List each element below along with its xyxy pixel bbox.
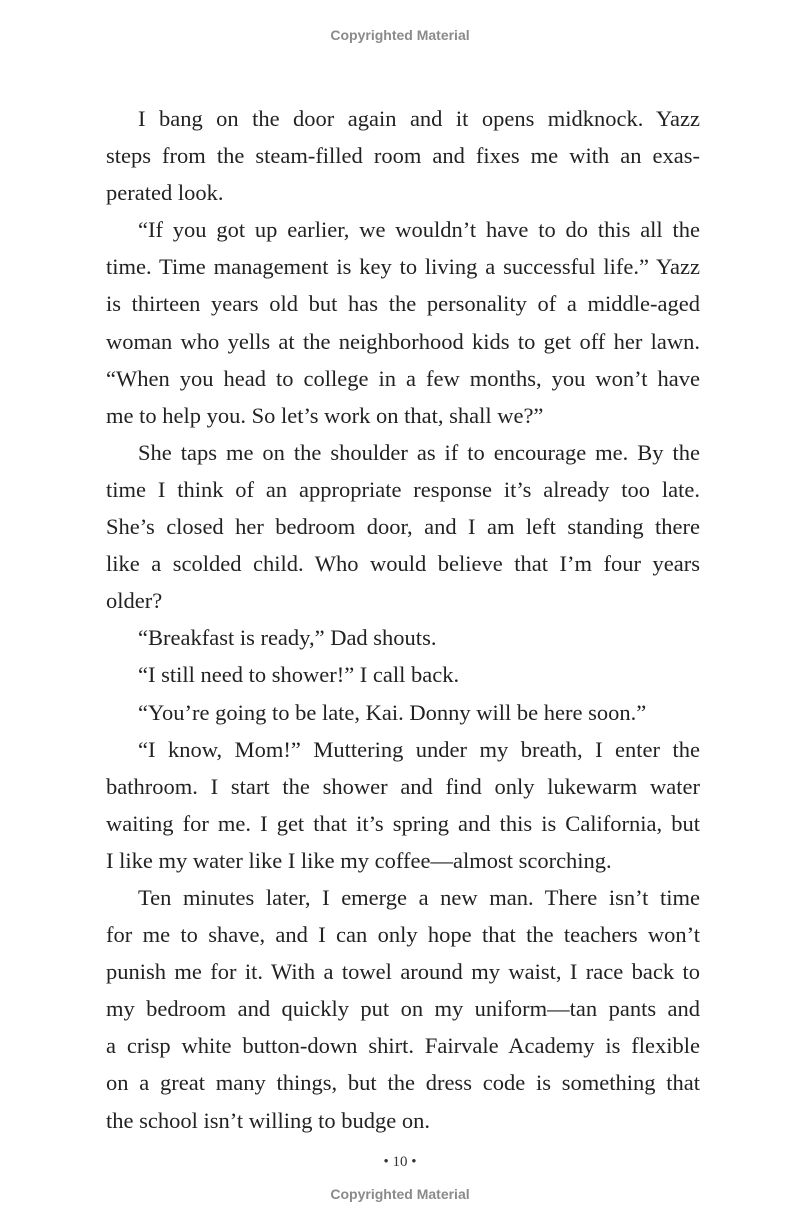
text-line: is thirteen years old but has the personality of a middle-aged bbox=[106, 291, 700, 317]
text-line: Ten minutes later, I emerge a new man. There isn’t time bbox=[138, 884, 700, 910]
text-line: my bedroom and quickly put on my uniform—tan pants and bbox=[106, 996, 700, 1022]
paragraph bbox=[106, 434, 700, 619]
body-text bbox=[106, 100, 700, 1139]
text-line: waiting for me. I get that it’s spring and this is California, but bbox=[106, 810, 700, 836]
text-line: for me to shave, and I can only hope that the teachers won’t bbox=[106, 922, 700, 948]
paragraph bbox=[106, 619, 700, 656]
paragraph bbox=[106, 731, 700, 879]
text-line: “I still need to shower!” I call back. bbox=[138, 662, 460, 688]
text-line: steps from the steam-filled room and fixes me with an exas- bbox=[106, 143, 700, 169]
paragraph bbox=[106, 100, 700, 211]
text-line: perated look. bbox=[106, 180, 224, 206]
paragraph bbox=[106, 694, 700, 731]
text-line: woman who yells at the neighborhood kids to get off her lawn. bbox=[106, 328, 700, 354]
text-line: I like my water like I like my coffee—almost scorching. bbox=[106, 847, 612, 873]
text-line: “Breakfast is ready,” Dad shouts. bbox=[138, 625, 437, 651]
text-line: me to help you. So let’s work on that, shall we?” bbox=[106, 402, 544, 428]
text-line: “When you head to college in a few months, you won’t have bbox=[106, 365, 700, 391]
text-line: I bang on the door again and it opens midknock. Yazz bbox=[138, 106, 700, 131]
text-line: on a great many things, but the dress code is something that bbox=[106, 1070, 700, 1096]
text-line: “You’re going to be late, Kai. Donny will be here soon.” bbox=[138, 699, 647, 725]
copyright-watermark-top: Copyrighted Material bbox=[330, 27, 470, 43]
text-line: “I know, Mom!” Muttering under my breath, I enter the bbox=[138, 736, 700, 762]
paragraph bbox=[106, 211, 700, 434]
text-line: “If you got up earlier, we wouldn’t have to do this all the bbox=[138, 217, 700, 243]
text-line: bathroom. I start the shower and find only lukewarm water bbox=[106, 773, 700, 799]
text-line: She taps me on the shoulder as if to encourage me. By the bbox=[138, 439, 700, 465]
page-number: • 10 • bbox=[383, 1154, 417, 1170]
text-line: time. Time management is key to living a successful life.” Yazz bbox=[106, 254, 700, 280]
paragraph bbox=[106, 656, 700, 693]
copyright-watermark-bottom: Copyrighted Material bbox=[330, 1186, 470, 1202]
text-line: punish me for it. With a towel around my waist, I race back to bbox=[106, 959, 700, 985]
text-line: time I think of an appropriate response it’s already too late. bbox=[106, 476, 700, 502]
text-line: older? bbox=[106, 588, 163, 614]
text-line: She’s closed her bedroom door, and I am left standing there bbox=[106, 514, 700, 540]
text-line: a crisp white button-down shirt. Fairvale Academy is flexible bbox=[106, 1033, 700, 1059]
paragraph bbox=[106, 879, 700, 1139]
text-line: like a scolded child. Who would believe that I’m four years bbox=[106, 551, 700, 577]
text-line: the school isn’t willing to budge on. bbox=[106, 1107, 430, 1133]
